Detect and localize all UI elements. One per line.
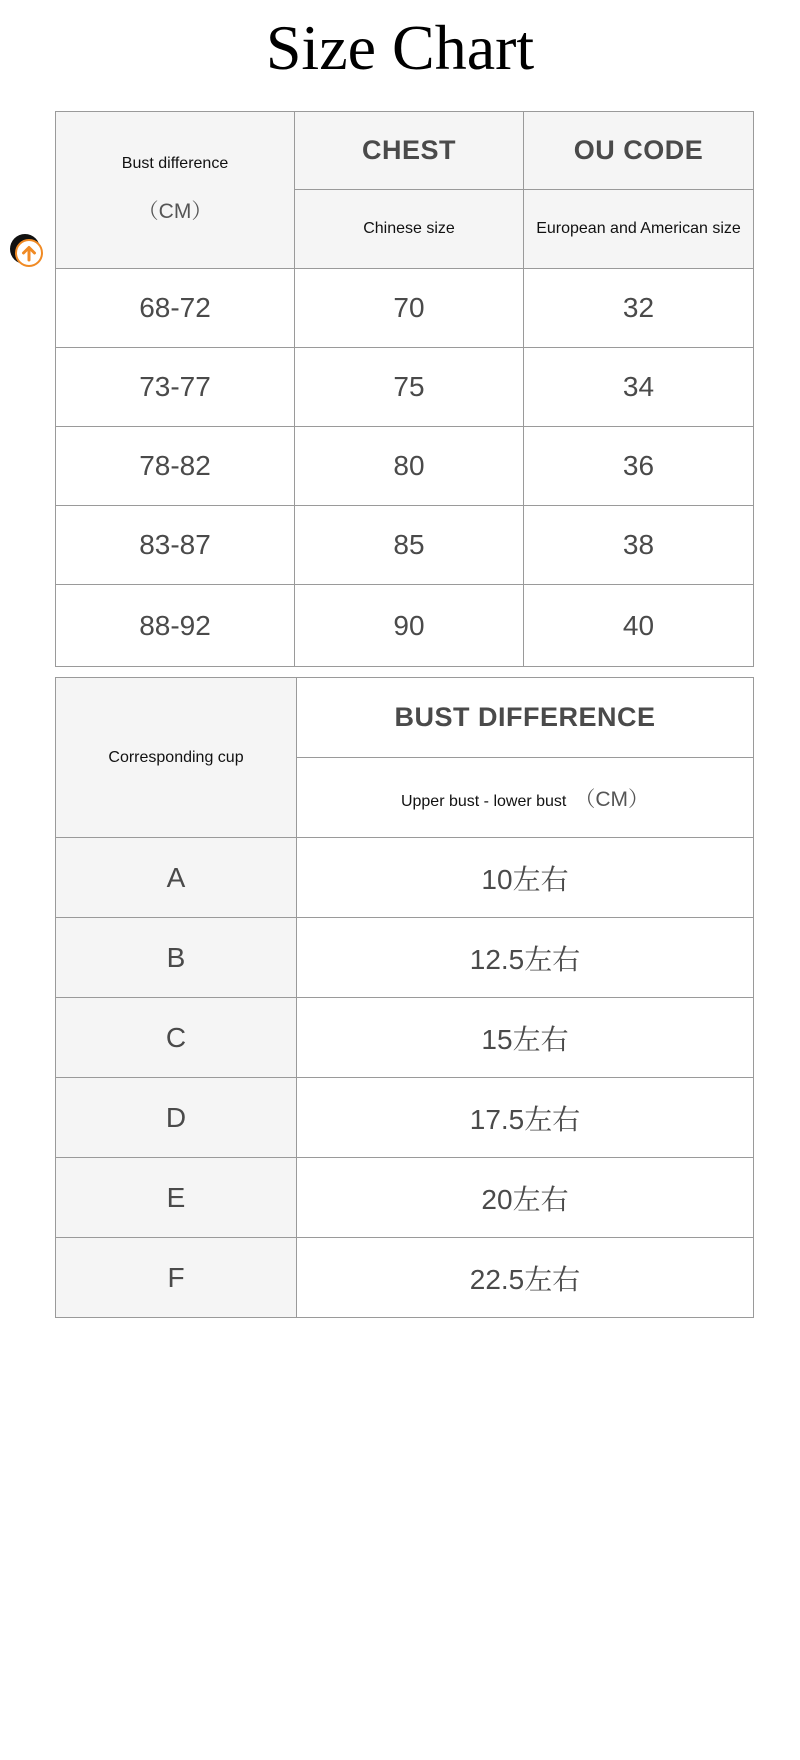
arrow-up-icon <box>20 244 38 262</box>
difference-cell: 15左右 <box>297 998 754 1078</box>
scroll-to-top-button[interactable] <box>10 234 46 270</box>
range-cell: 68-72 <box>56 269 295 348</box>
eu-us-size-cell: 32 <box>524 269 754 348</box>
corresponding-cup-header: Corresponding cup <box>108 748 244 766</box>
bust-difference-header-cell <box>56 112 295 269</box>
difference-cell: 12.5左右 <box>297 918 754 998</box>
table-row <box>56 918 754 998</box>
range-cell: 78-82 <box>56 427 295 506</box>
scroll-button-circle[interactable] <box>15 239 43 267</box>
table-row <box>56 1158 754 1238</box>
chinese-size-cell: 70 <box>295 269 524 348</box>
bust-difference-header: BUST DIFFERENCE <box>394 702 656 732</box>
table-row <box>56 998 754 1078</box>
table-row <box>56 1078 754 1158</box>
table-row <box>56 269 754 348</box>
cup-cell: D <box>56 1078 297 1158</box>
upper-lower-bust-subheader-cell <box>297 758 754 838</box>
difference-cell: 22.5左右 <box>297 1238 754 1318</box>
cup-cell: F <box>56 1238 297 1318</box>
difference-cell: 20左右 <box>297 1158 754 1238</box>
page-title: Size Chart <box>265 12 535 83</box>
cup-size-table <box>55 677 754 1318</box>
eu-us-size-cell: 40 <box>524 585 754 667</box>
table-row <box>56 585 754 667</box>
chinese-size-cell: 80 <box>295 427 524 506</box>
cup-cell: C <box>56 998 297 1078</box>
eu-us-size-cell: 34 <box>524 348 754 427</box>
chinese-size-cell: 90 <box>295 585 524 667</box>
bust-difference-label: Bust difference <box>121 155 229 172</box>
ou-code-header: OU CODE <box>573 135 704 165</box>
eu-us-size-cell: 38 <box>524 506 754 585</box>
cup-cell: E <box>56 1158 297 1238</box>
cm-unit-label: （CM） <box>137 200 213 223</box>
difference-cell: 10左右 <box>297 838 754 918</box>
chest-size-table <box>55 111 754 667</box>
table-row <box>56 838 754 918</box>
upper-lower-bust-subheader: Upper bust - lower bust <box>400 792 567 810</box>
difference-cell: 17.5左右 <box>297 1078 754 1158</box>
corresponding-cup-header-cell <box>56 678 297 838</box>
table-row <box>56 427 754 506</box>
chest-header: CHEST <box>361 135 456 165</box>
range-cell: 83-87 <box>56 506 295 585</box>
chinese-size-subheader: Chinese size <box>363 220 455 237</box>
eu-us-size-cell: 36 <box>524 427 754 506</box>
chest-header-cell <box>295 112 524 190</box>
chinese-size-subheader-cell <box>295 190 524 269</box>
range-cell: 88-92 <box>56 585 295 667</box>
chinese-size-cell: 75 <box>295 348 524 427</box>
range-cell: 73-77 <box>56 348 295 427</box>
ou-code-header-cell <box>524 112 754 190</box>
cup-cell: A <box>56 838 297 918</box>
cm-unit-label: （CM） <box>574 787 650 811</box>
chinese-size-cell: 85 <box>295 506 524 585</box>
table-row <box>56 1238 754 1318</box>
eu-us-size-subheader-cell <box>524 190 754 269</box>
eu-us-size-subheader: European and American size <box>536 220 741 237</box>
table-row <box>56 348 754 427</box>
cup-cell: B <box>56 918 297 998</box>
bust-difference-header-cell <box>297 678 754 758</box>
table-row <box>56 506 754 585</box>
